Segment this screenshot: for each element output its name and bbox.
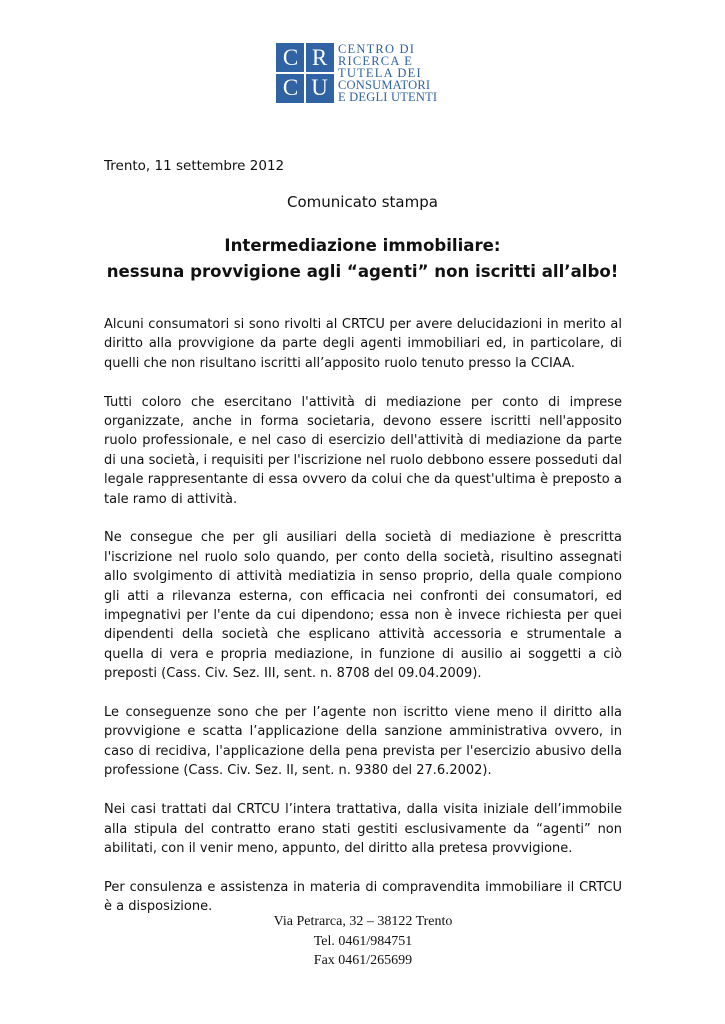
footer-tel: Tel. 0461/984751 <box>313 933 413 949</box>
logo-wordmark <box>338 43 448 103</box>
logo-letter: C <box>282 75 299 100</box>
document-date: Trento, 11 settembre 2012 <box>104 158 285 174</box>
paragraph: Alcuni consumatori si sono rivolti al CRTCU per avere delucidazioni in merito al diritto alla provvigione da parte degli agenti immobiliari ed, in particolare, di quelli che non risultano iscritti all’apposito ruolo tenuto presso la CCIAA. <box>104 317 622 371</box>
paragraph: Tutti coloro che esercitano l'attività di mediazione per conto di imprese organizzate, anche in forma societaria, devono essere iscritti nell'apposito ruolo professionale, e nel caso di esercizio dell'attività di mediazione da parte di una società, i requisiti per l'iscrizione nel ruolo debbono essere posseduti dal legale rappresentante di essa ovvero da colui che da quest'ultima è preposto a tale ramo di attività. <box>104 394 622 507</box>
footer-contact <box>230 912 496 971</box>
logo-line: RICERCA E <box>338 54 414 68</box>
footer-address: Via Petrarca, 32 – 38122 Trento <box>273 914 453 929</box>
footer-fax: Fax 0461/265699 <box>313 953 413 968</box>
document-title <box>0 233 725 285</box>
press-release-label: Comunicato stampa <box>287 193 438 211</box>
logo-mark <box>276 43 334 103</box>
document-body <box>104 315 622 936</box>
logo-letter: C <box>282 45 299 70</box>
paragraph: Per consulenza e assistenza in materia di compravendita immobiliare il CRTCU è a disposizione. <box>104 879 622 915</box>
crtcu-logo <box>276 43 444 103</box>
paragraph: Le conseguenze sono che per l’agente non iscritto viene meno il diritto alla provvigione e scatta l’applicazione della sanzione amministrativa ovvero, in caso di recidiva, l'applicazione della pena prevista per l'esercizio abusivo della professione (Cass. Civ. Sez. II, sent. n. 9380 del 27.6.2002). <box>104 705 622 779</box>
logo-line: CENTRO DI <box>338 42 416 56</box>
title-line-2: nessuna provvigione agli “agenti” non iscritti all’albo! <box>106 262 619 281</box>
logo-line: CONSUMATORI <box>338 78 431 92</box>
title-line-1: Intermediazione immobiliare: <box>224 236 501 255</box>
logo-line: TUTELA DEI <box>338 66 422 80</box>
logo-letter: R <box>311 45 328 70</box>
logo-line: E DEGLI UTENTI <box>338 90 438 104</box>
paragraph: Ne consegue che per gli ausiliari della società di mediazione è prescritta l'iscrizione nel ruolo solo quando, per conto della società, risultino assegnati allo svolgimento di attività mediatizia in senso proprio, della quale compiono gli atti a rilevanza esterna, con efficacia nei confronti dei consumatori, ed impegnativi per l'ente da cui dipendono; essa non è invece richiesta per quei dipendenti della società che esplicano attività accessoria e strumentale a quella di vera e propria mediazione, in funzione di ausilio ai soggetti a ciò preposti (Cass. Civ. Sez. III, sent. n. 8708 del 09.04.2009). <box>104 530 622 682</box>
paragraph: Nei casi trattati dal CRTCU l’intera trattativa, dalla visita iniziale dell’immobile alla stipula del contratto erano stati gestiti esclusivamente da “agenti” non abilitati, con il venir meno, appunto, del diritto alla pretesa provvigione. <box>104 802 622 856</box>
logo-letter: U <box>311 75 328 100</box>
